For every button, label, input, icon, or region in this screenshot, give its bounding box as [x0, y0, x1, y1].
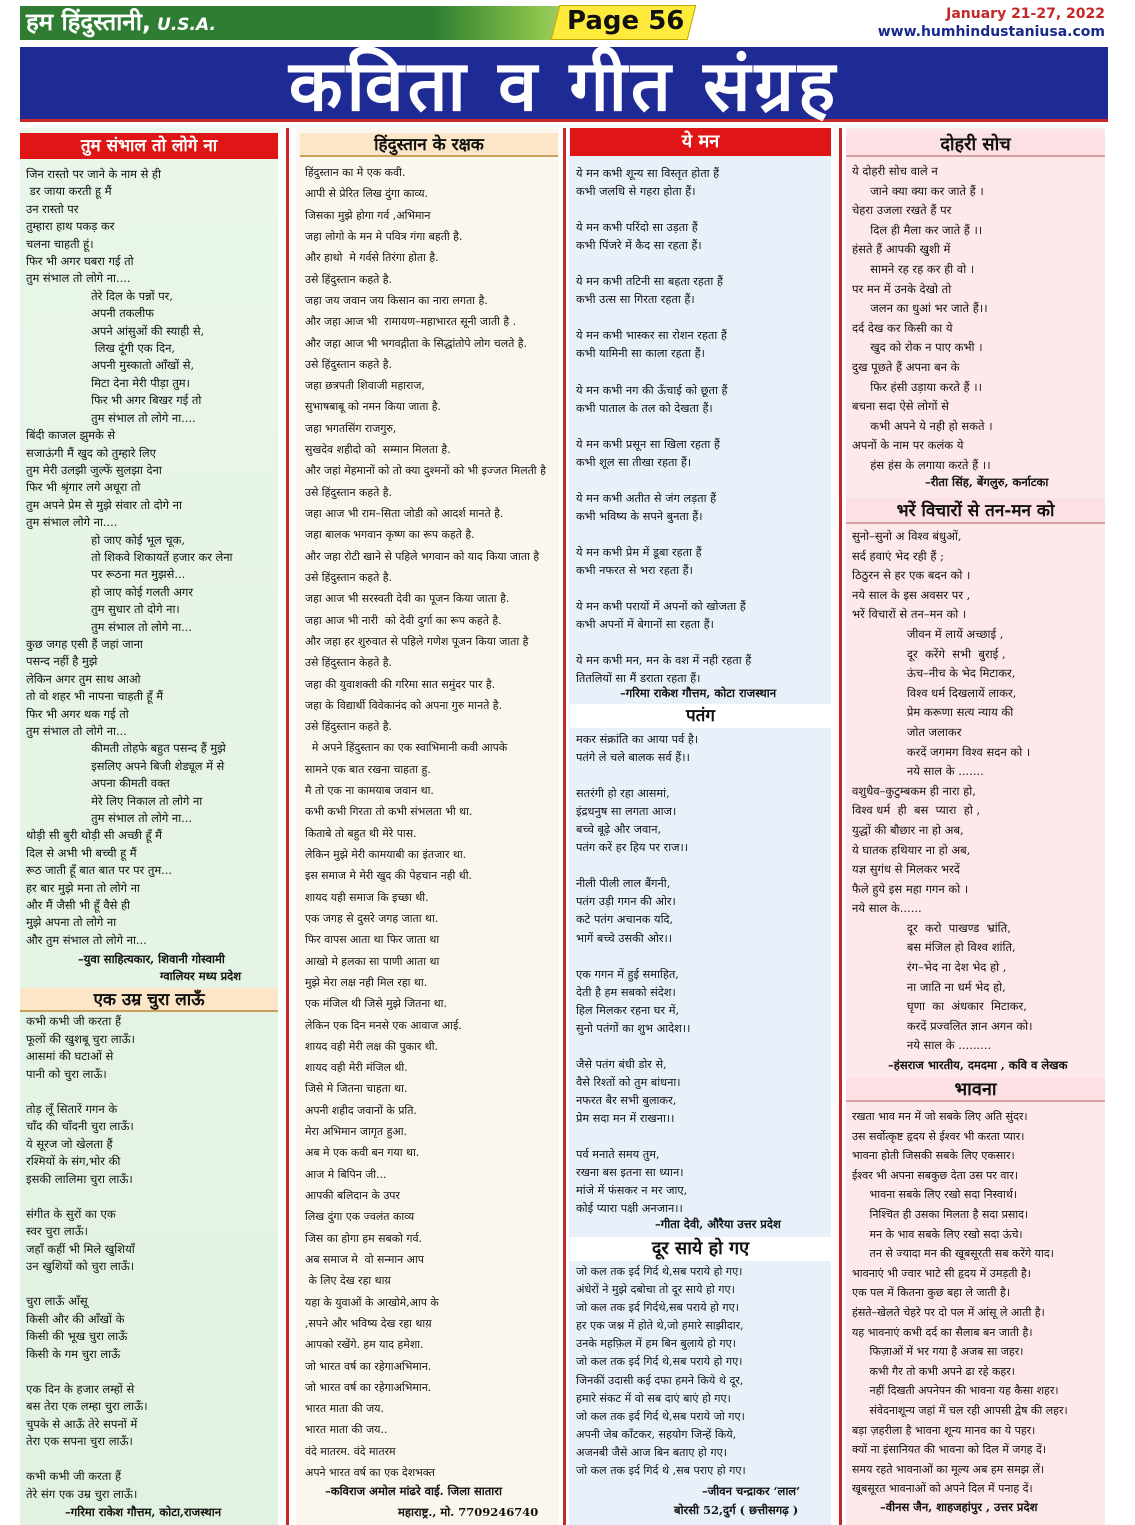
- poem-title: भरें विचारों से तन-मन को: [846, 498, 1105, 524]
- poem-title: हिंदुस्तान के रक्षक: [300, 133, 558, 157]
- poem-byline: –रीता सिंह, बेंगलुरु, कर्नाटका: [925, 475, 1049, 489]
- page-number: Page 56: [567, 6, 685, 36]
- brand-usa: U.S.A.: [157, 15, 216, 35]
- poem-byline: –कविराज अमोल मांढरे वाई. जिला सातारा: [325, 1484, 502, 1498]
- poem-title: भावना: [846, 1078, 1105, 1102]
- poem-title: दोहरी सोच: [846, 133, 1105, 157]
- poem-text: ये दोहरी सोच वाले न जाने क्या क्या कर जाते हैं । चेहरा उजला रखते हैं पर दिल ही मैला कर जाते हैं ।। हंसते हैं आपकी खुशी में सामने रह रह कर ही वो । पर मन में उनके देखो तो जलन का धुआं भर जाते हैं।। दर्द देख कर किसी का ये खुद को रोक न पाए कभी । दुख पूछते हैं अपना बन के फिर हंसी उड़ाया करते हैं ।। बचना सदा ऐसे लोगों से कभी अपने ये नही हो सकते । अपनों के नाम पर कलंक ये हंस हंस के लगाया करते हैं ।।: [852, 164, 993, 472]
- poem-byline-place: ग्वालियर मध्य प्रदेश: [160, 969, 242, 983]
- poem-byline: –गरिमा राकेश गौत्तम, कोटा,राजस्थान: [65, 1505, 222, 1519]
- poem-byline: –जीवन चन्द्राकर ‘लाल’: [702, 1484, 801, 1498]
- section-title: कविता व गीत संग्रह: [288, 45, 840, 127]
- poem-byline: –गरिमा राकेश गौत्तम, कोटा राजस्थान: [620, 686, 777, 700]
- poem-title: एक उम्र चुरा लाऊँ: [20, 988, 278, 1012]
- poem-text: सुनो–सुनो अ विश्व बंधुओं, सर्द हवाएं भेद रही हैं ; ठिठुरन से हर एक बदन को । नये साल के इस अवसर पर , भरें विचारों से तन–मन को । जीवन में लायें अच्छाई , दूर करेंगे सभी बुराई , ऊंच–नीच के भेद मिटाकर, विश्व धर्म दिखलायें लाकर, प्रेम करूणा सत्य न्याय की जोत जलाकर करदें जगमग विश्व सदन को । नये साल के ....... वशुधैव–कुटुम्बकम ही नारा हो, विश्व धर्म ही बस प्यारा हो , युद्धों की बौछार ना हो अब, ये घातक हथियार ना हो अब, यज्ञ सुगंध से मिलकर भरदें फैले हुये इस महा गगन को । नये साल के...... दूर करो पाखण्ड भ्रांति, बस मंजिल हो विश्व शांति, रंग–भेद ना देश भेद हो , ना जाति ना धर्म भेद हो, घृणा का अंधकार मिटाकर, करदें प्रज्वलित ज्ञान अगन को। नये साल के .........: [852, 529, 1033, 1053]
- poem-text: रखता भाव मन में जो सबके लिए अति सुंदर। उस सर्वोत्कृष्ट हृदय से ईश्वर भी करता प्यार। भावना होती जिसकी सबके लिए एकसार। ईश्वर भी अपना सबकुछ देता उस पर वार। भावना सबके लिए रखो सदा निस्वार्थ। निश्चित ही उसका मिलता है सदा प्रसाद। मन के भाव सबके लिए रखो सदा ऊंचे। तन से ज्यादा मन की खूबसूरती सब करेंगे याद। भावनाएं भी ज्वार भाटे सी हृदय में उमड़ती है। एक पल में कितना कुछ बहा ले जाती है। हंसते–खेलते चेहरे पर दो पल में आंसू ले आती है। यह भावनाएं कभी दर्द का सैलाब बन जाती है। फिज़ाओं में भर गया है अजब सा जहर। कभी गैर तो कभी अपने ढा रहे कहर। नहीं दिखती अपनेपन की भावना यह कैसा शहर। संवेदनाशून्य जहां में चल रही आपसी द्वेष की लहर। बड़ा ज़हरीला है भावना शून्य मानव का ये पहर। क्यों ना इंसानियत की भावना को दिल में जगह दें। समय रहते भावनाओं का मूल्य अब हम समझ लें। खूबसूरत भावनाओं को अपने दिल में पनाह दें।: [852, 1110, 1068, 1496]
- poem-text: कभी कभी जी करता हैं फूलों की खुशबू चुरा लाऊँ। आसमां की घटाओं से पानी को चुरा लाऊँ। तोड़ लूँ सितारें गगन के चाँद की चाँदनी चुरा लाऊँ। ये सूरज जो खेलता हैं रश्मियों के संग,भोर की इसकी लालिमा चुरा लाऊँ। संगीत के सुरों का एक स्वर चुरा लाऊँ। जहाँ कहीं भी मिले खुशियाँ उन खुशियों को चुरा लाऊँ। चुरा लाऊँ आँसू किसी और की आँखों के किसी की भूख चुरा लाऊँ किसी के गम चुरा लाऊँ एक दिन के हजार लम्हों से बस तेरा एक लम्हा चुरा लाऊँ। चुपके से आऊँ तेरे सपनों में तेरा एक सपना चुरा लाऊँ। कभी कभी जी करता हैं तेरे संग एक उम्र चुरा लाऊँ।: [26, 1014, 148, 1501]
- poem-byline: –वीनस जैन, शाहजहांपुर , उत्तर प्रदेश: [880, 1500, 1038, 1514]
- poem-title: दूर साये हो गए: [570, 1237, 831, 1261]
- brand-name: हम हिंदुस्तानी, U.S.A.: [26, 8, 216, 36]
- website-link[interactable]: www.humhindustaniusa.com: [877, 24, 1105, 40]
- column-divider: [839, 128, 842, 1525]
- poem-title: तुम संभाल तो लोगे ना: [20, 133, 278, 159]
- poem-text: ये मन कभी शून्य सा विस्तृत होता हैं कभी जलधि से गहरा होता हैं। ये मन कभी परिंदो सा उड़ता हैं कभी पिंजरे में कैद सा रहता हैं। ये मन कभी तटिनी सा बहता रहता हैं कभी उत्स सा गिरता रहता हैं। ये मन कभी भास्कर सा रोशन रहता हैं कभी यामिनी सा काला रहता हैं। ये मन कभी नग की ऊँचाई को छूता हैं कभी पाताल के तल को देखता हैं। ये मन कभी प्रसून सा खिला रहता हैं कभी शूल सा तीखा रहता हैं। ये मन कभी अतीत से जंग लड़ता हैं कभी भविष्य के सपने बुनता हैं। ये मन कभी प्रेम में डूबा रहता हैं कभी नफरत से भरा रहता हैं। ये मन कभी परायों में अपनों को खोजता हैं कभी अपनों में बेगानों सा रहता हैं। ये मन कभी मन, मन के वश में नही रहता हैं तितलियों सा मैं डराता रहता हैं।: [576, 167, 752, 686]
- column-divider: [563, 128, 566, 1525]
- poem-byline-place: बोरसी 52,दुर्ग ( छत्तीसगढ़ ): [674, 1503, 799, 1517]
- poem-title: ये मन: [570, 128, 831, 156]
- poem-text: मकर संक्रांति का आया पर्व है। पतंगे ले चले बालक सर्व हैं।। सतरंगी हो रहा आसमां, इंद्रधनुष सा लगता आज। बच्चे बूढ़े और जवान, पतंग करें हर हिय पर राज।। नीली पीली लाल बैंगनी, पतंग उड़ी गगन की ओर। कटे पतंग अचानक यदि, भागें बच्चे उसकी ओर।। एक गगन में हुई समाहित, देती है हम सबको संदेश। हिल मिलकर रहना घर में, सुनो पतंगों का शुभ आदेश।। जैसे पतंग बंधी डोर से, वैसे रिश्तों को तुम बांधना। नफरत बैर सभी बुलाकर, प्रेम सदा मन में राखना।। पर्व मनाते समय तुम, रखना बस इतना सा ध्यान। मांजे में फंसकर न मर जाए, कोई प्यारा पक्षी अनजान।।: [576, 733, 699, 1216]
- poem-title: पतंग: [570, 704, 831, 728]
- poem-text: जिन रास्तो पर जाने के नाम से ही डर जाया करती हू मैं उन रास्तो पर तुम्हारा हाथ पकड़ कर चलना चाहती हूं। फिर भी अगर घबरा गई तो तुम संभाल तो लोगे ना.... तेरे दिल के पन्नों पर, अपनी तकलीफ अपने आंसुओं की स्याही से, लिख दूंगी एक दिन, अपनी मुस्कातो आँखों से, मिटा देना मेरी पीड़ा तुम। फिर भी अगर बिखर गई तो तुम संभाल तो लोगे ना.... बिंदी काजल झुमके से सजाऊंगी मैं खुद को तुम्हारे लिए तुम मेरी उलझी जुल्फें सुलझा देना फिर भी श्रृंगार लगे अधूरा तो तुम अपने प्रेम से मुझे संवार तो दोगे ना तुम संभाल लोगे ना.... हो जाए कोई भूल चूक, तो शिकवे शिकायतें हजार कर लेना पर रूठना मत मुझसे... हो जाए कोई गलती अगर तुम सुधार तो दोगे ना। तुम संभाल तो लोगे ना... कुछ जगह एसी हैं जहां जाना पसन्द नहीं है मुझे लेकिन अगर तुम साथ आओ तो वो शहर भी नापना चाहती हूँ मैं फिर भी अगर थक गई तो तुम संभाल तो लोगे ना... कीमती तोहफे बहुत पसन्द हैं मुझे इसलिए अपने बिजी शेड्यूल में से अपना कीमती वक्त मेरे लिए निकाल तो लोगे ना तुम संभाल तो लोगे ना... थोड़ी सी बुरी थोड़ी सी अच्छी हूँ मैं दिल से अभी भी बच्ची हू मैं रूठ जाती हूँ बात बात पर पर तुम... हर बार मुझे मना तो लोगे ना और मैं जैसी भी हूँ वैसे ही मुझे अपना तो लोगे ना और तुम संभाल तो लोगे ना...: [26, 167, 233, 947]
- poem-byline: –युवा साहित्यकार, शिवानी गोस्वामी: [78, 952, 225, 966]
- poem-byline: –हंसराज भारतीय, दमदमा , कवि व लेखक: [888, 1058, 1068, 1072]
- issue-date: January 21-27, 2022: [946, 6, 1105, 22]
- poem-byline-place: महाराष्ट्र., मो. 7709246740: [398, 1505, 539, 1519]
- poem-text: हिंदुस्तान का मे एक कवी. आपी से प्रेरित लिख दुंगा काव्य. जिसका मुझे होगा गर्व ,अभिमान जहा लोगो के मन मे पवित्र गंगा बहती है. और हाथो मे गर्वसे तिरंगा होता है. उसे हिंदुस्तान कहते है. जहा जय जवान जय किसान का नारा लगता है. और जहा आज भी रामायण–महाभारत सूनी जाती है . और जहा आज भी भगवद्गीता के सिद्धांतोपे लोग चलते है. उसे हिंदुस्तान कहते है. जहा छत्रपती शिवाजी महाराज, सुभाषबाबू को नमन किया जाता है. जहा भगतसिंग राजगुरु, सुखदेव शहीदो को सम्मान मिलता है. और जहां मेहमानों को तो क्या दुश्मनों को भी इज्जत मिलती है उसे हिंदुस्तान कहते है. जहा आज भी राम–सिता जोडी को आदर्श मानते है. जहा बालक भगवान कृष्ण का रूप कहते है. और जहा रोटी खाने से पहिले भगवान को याद किया जाता है उसे हिंदुस्तान कहते है. जहा आज भी सरस्वती देवी का पूजन किया जाता है. जहा आज भी नारी को देवी दुर्गा का रूप कहते है. और जहा हर शुरुवात से पहिले गणेश पूजन किया जाता है उसे हिंदुस्तान केहते है. जहा की युवाशक्ती की गरिमा सात समुंदर पार है. जहा के विद्यार्थी विवेकानंद को अपना गुरु मानते है. उसे हिंदुस्तान कहते है. मे अपने हिंदुस्तान का एक स्वाभिमानी कवी आपके सामने एक बात रखना चाहता हु. मै तो एक ना कामयाब जवान था. कभी कभी गिरता तो कभी संभलता भी था. किताबे तो बहुत थी मेरे पास. लेकिन मुझे मेरी कामयाबी का इंतजार था. इस समाज मे मेरी खुद की पेहचान नही थी. शायद यही समाज कि इच्छा थी. एक जगह से दुसरे जगह जाता था. फिर वापस आता था फिर जाता था आखो मे हलका सा पाणी आता था मुझे मेरा लक्ष नही मिल रहा था. एक मंजिल थी जिसे मुझे जितना था. लेकिन एक दिन मनसे एक आवाज आई. शायद वही मेरी लक्ष की पुकार थी. शायद वही मेरी मंजिल थी. जिसे मे जितना चाहता था. अपनी शहीद जवानों के प्रति. मेरा अभिमान जागृत हुआ. अब मे एक कवी बन गया था. आज मे बिपिन जी... आपकी बलिदान के उपर लिख दुंगा एक ज्वलंत काव्य जिस का होगा हम सबको गर्व. अब समाज मे वो सन्मान आप के लिए देख रहा थाय़ यहा के युवाओं के आखोमे,आप के ,सपने और भविष्य देख रहा थाय़ आपको रखेंगे. हम याद हमेशा. जो भारत वर्ष का रहेगाअभिमान. जो भारत वर्ष का रहेगाअभिमान. भारत माता की जय. भारत माता की जय.. वंदे मातरम. वंदे मातरम अपने भारत वर्ष का एक देशभक्त: [305, 166, 546, 1480]
- column-divider: [286, 128, 289, 1525]
- poem-text: जो कल तक इर्द गिर्द थे,सब पराये हो गए। अंधेरों ने मुझे दबोचा तो दूर साये हो गए। जो कल तक इर्द गिर्दथे,सब पराये हो गए। हर एक जश्न में होते थे,जो हमारे साझीदार, उनके महफ़िल में हम बिन बुलाये हो गए। जो कल तक इर्द गिर्द थे,सब पराये हो गए। जिनकीं उदासी कई दफा हमने किये थे दूर, हमारे संकट में वो सब दाएं बाएं हो गए। जो कल तक इर्द गिर्द थे,सब पराये जो गए। अपनी जेब काँटकर, सहयोग जिन्हें किये, अजनबी जैसे आज बिन बताए हो गए। जो कल तक इर्द गिर्द थे ,सब पराए हो गए।: [576, 1265, 746, 1478]
- poem-byline: –गीता देवी, औरैया उत्तर प्रदेश: [655, 1217, 781, 1231]
